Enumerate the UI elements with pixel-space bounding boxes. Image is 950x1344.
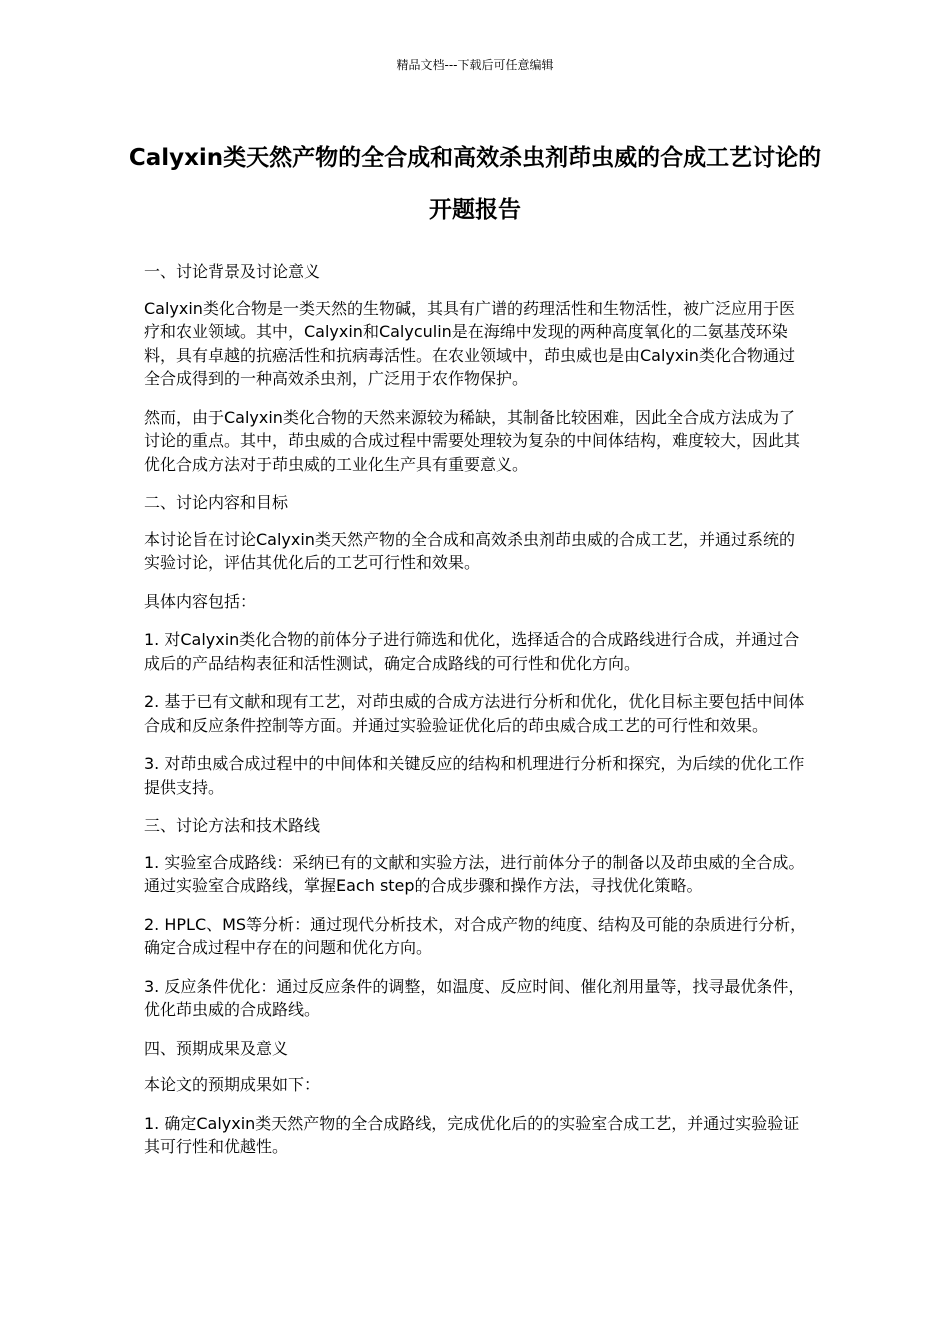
list-item: 3. 对茚虫威合成过程中的中间体和关键反应的结构和机理进行分析和探究，为后续的优化工作提供支持。 (144, 754, 805, 797)
list-item: 1. 对Calyxin类化合物的前体分子进行筛选和优化，选择适合的合成路线进行合成，并通过合成后的产品结构表征和活性测试，确定合成路线的可行性和优化方向。 (144, 630, 800, 673)
section-heading-content: 二、讨论内容和目标 (144, 493, 289, 512)
paragraph: 本讨论旨在讨论Calyxin类天然产物的全合成和高效杀虫剂茚虫威的合成工艺，并通过系统的实验讨论，评估其优化后的工艺可行性和效果。 (144, 529, 795, 572)
section-heading-methods: 三、讨论方法和技术路线 (144, 816, 321, 835)
section-heading-results: 四、预期成果及意义 (144, 1038, 289, 1058)
paragraph: Calyxin类化合物是一类天然的生物碱，其具有广谱的药理活性和生物活性，被广泛应用于医疗和农业领域。其中，Calyxin和Calyculin是在海绵中发现的两种高度氧化的二氨基茂环染料，具有卓越的抗癌活性和抗病毒活性。在农业领域中，茚虫威也是由Calyxin类化合物通过全合成得到的一种高效杀虫剂，广泛用于农作物保护。 (144, 298, 795, 388)
list-item: 3. 反应条件优化：通过反应条件的调整，如温度、反应时间、催化剂用量等，找寻最优条件，优化茚虫威的合成路线。 (144, 976, 805, 1019)
page-header-note: 精品文档---下载后可任意编辑 (396, 58, 554, 72)
list-item: 1. 实验室合成路线：采纳已有的文献和实验方法，进行前体分子的制备以及茚虫威的全合成。通过实验室合成路线，掌握Each step的合成步骤和操作方法，寻找优化策略。 (144, 852, 805, 895)
paragraph: 然而，由于Calyxin类化合物的天然来源较为稀缺，其制备比较困难，因此全合成方法成为了讨论的重点。其中，茚虫威的合成过程中需要处理较为复杂的中间体结构，难度较大，因此其优化合成方法对于茚虫威的工业化生产具有重要意义。 (144, 407, 801, 474)
section-heading-background: 一、讨论背景及讨论意义 (144, 262, 321, 281)
paragraph: 具体内容包括： (144, 591, 257, 611)
document-body (144, 260, 808, 1174)
document-title: Calyxin类天然产物的全合成和高效杀虫剂茚虫威的合成工艺讨论的开题报告 (128, 145, 822, 223)
list-item: 2. 基于已有文献和现有工艺，对茚虫威的合成方法进行分析和优化，优化目标主要包括中间体合成和反应条件控制等方面。并通过实验验证优化后的茚虫威合成工艺的可行性和效果。 (144, 692, 805, 735)
paragraph: 本论文的预期成果如下： (144, 1075, 321, 1094)
list-item: 2. HPLC、MS等分析：通过现代分析技术，对合成产物的纯度、结构及可能的杂质进行分析，确定合成过程中存在的问题和优化方向。 (144, 914, 807, 957)
list-item: 1. 确定Calyxin类天然产物的全合成路线，完成优化后的的实验室合成工艺，并通过实验验证其可行性和优越性。 (144, 1113, 800, 1156)
